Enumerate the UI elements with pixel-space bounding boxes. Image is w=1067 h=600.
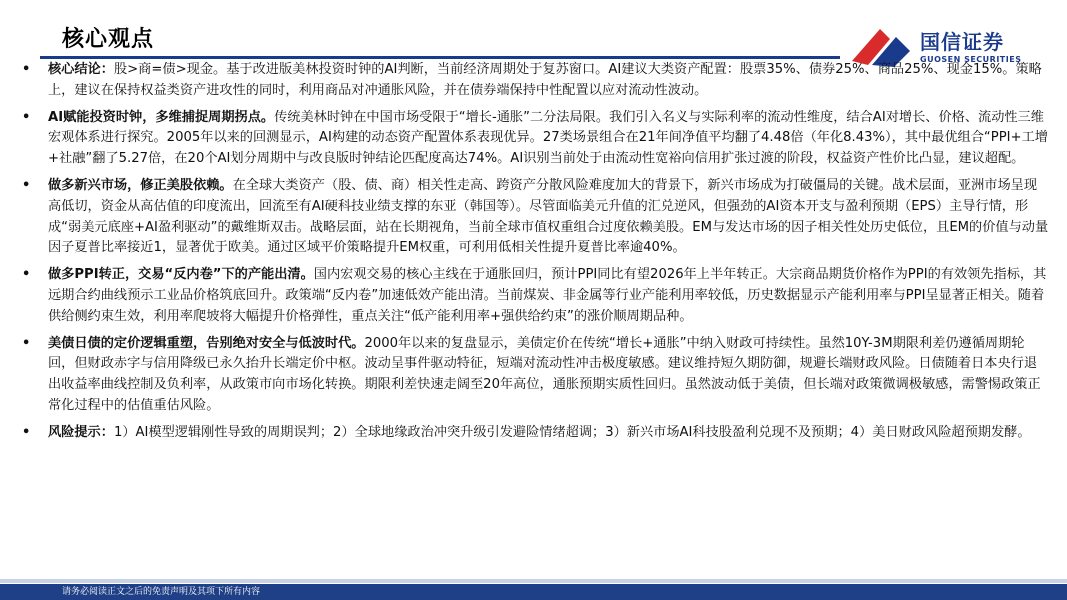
item-text: 1）AI模型逻辑刚性导致的周期误判；2）全球地缘政治冲突升级引发避险情绪超调；3）新兴市场AI科技股盈利兑现不及预期；4）美日财政风险超预期发酵。 — [113, 424, 1031, 440]
bullet-icon: • — [22, 109, 31, 125]
bullet-icon: • — [22, 267, 31, 283]
item-text: 国内宏观交易的核心主线在于通胀回归，预计PPI同比有望2026年上半年转正。大宗商品期货价格作为PPI的有效领先指标，其远期合约曲线预示工业品价格筑底回升。政策端“反内卷”加速低效产能出清。当前煤炭、非金属等行业产能利用率较低，历史数据显示产能利用率与PPI呈显著正相关。随着供给侧约束生效，利用率爬坡将大幅提升价格弹性，重点关注“低产能利用率+强供给约束”的涨价顺周期品种。 — [48, 267, 1047, 324]
list-item — [20, 423, 1050, 444]
bullet-icon: • — [22, 335, 31, 351]
item-lead: 风险提示： — [48, 424, 114, 440]
logo-text-cn: 国信证券 — [920, 30, 1004, 54]
item-text: 传统美林时钟在中国市场受限于“增长-通胀”二分法局限。我们引入名义与实际利率的流动性维度，结合AI对增长、价格、流动性三维宏观体系进行探究。2005年以来的回测显示，AI构建的动态资产配置体系表现优异。27类场景组合在21年间净值平均翻了4.48倍（年化8.43%），其中最优组合“PPI+工增+社融”翻了5.27倍，在20个AI划分周期中与改良版时钟结论匹配度高达74%。AI识别当前处于由流动性宽裕向信用扩张过渡的阶段，权益资产性价比凸显，建议超配。 — [48, 109, 1048, 167]
key-points-list — [20, 60, 1050, 450]
item-text: 2000年以来的复盘显示，美债定价在传统“增长+通胀”中纳入财政可持续性。虽然10Y-3M期限利差仍遵循周期轮回，但财政赤字与信用降级已永久抬升长端定价中枢。波动呈事件驱动特征，短端对流动性冲击极度敏感。建议维持短久期防御，规避长端财政风险。日债随着日本央行退出收益率曲线控制及负利率，从政策市向市场化转换。期限利差快速走阔至20年高位，通胀预期实质性回归。虽然波动低于美债，但长端对政策微调极敏感，需警惕政策正常化过程中的估值重估风险。 — [48, 335, 1041, 413]
bullet-icon: • — [22, 62, 31, 77]
item-lead: 美债日债的定价逻辑重塑，告别绝对安全与低波时代。 — [48, 335, 365, 351]
bullet-icon: • — [22, 177, 31, 193]
footer-stripe — [0, 579, 1067, 583]
item-text: 在全球大类资产（股、债、商）相关性走高、跨资产分散风险难度加大的背景下，新兴市场成为打破僵局的关键。战术层面，亚洲市场呈现高低切，资金从高估值的印度流出，回流至有AI硬科技业绩支撑的东亚（韩国等）。尽管面临美元升值的汇兑逆风，但强劲的AI资本开支与盈利预期（EPS）主导行情，形成“弱美元底座+AI盈利驱动”的戴维斯双击。战略层面，站在长期视角，当前全球市值权重组合过度依赖美股。EM与发达市场的因子相关性处历史低位，且EM的价值与动量因子夏普比率接近1，显著优于欧美。通过区域平价策略提升EM权重，可利用低相关性提升夏普比率逾40%。 — [48, 177, 1049, 256]
list-item — [20, 334, 1050, 417]
item-lead: 做多新兴市场，修正美股依赖。 — [48, 177, 233, 193]
item-lead: AI赋能投资时钟，多维捕捉周期拐点。 — [48, 109, 275, 125]
list-item — [20, 265, 1050, 327]
page-title: 核心观点 — [62, 27, 155, 52]
item-lead: 核心结论： — [48, 62, 114, 77]
bullet-icon: • — [22, 424, 31, 440]
list-item — [20, 108, 1050, 170]
logo-text-en: GUOSEN SECURITIES — [920, 55, 1022, 64]
item-text: 股>商=债>现金。基于改进版美林投资时钟的AI判断，当前经济周期处于复苏窗口。AI建议大类资产配置：股票35%、债券25%、商品25%、现金15%。策略上，建议在保持权益类资产进攻性的同时，利用商品对冲通胀风险，并在债券端保持中性配置以应对流动性波动。 — [48, 62, 1042, 98]
list-item — [20, 60, 1050, 102]
list-item — [20, 176, 1050, 259]
footer-bar — [0, 584, 1067, 600]
title-divider — [40, 56, 840, 59]
item-lead: 做多PPI转正，交易“反内卷”下的产能出清。 — [48, 267, 314, 283]
footer-disclaimer: 请务必阅读正文之后的免责声明及其项下所有内容 — [62, 587, 261, 597]
